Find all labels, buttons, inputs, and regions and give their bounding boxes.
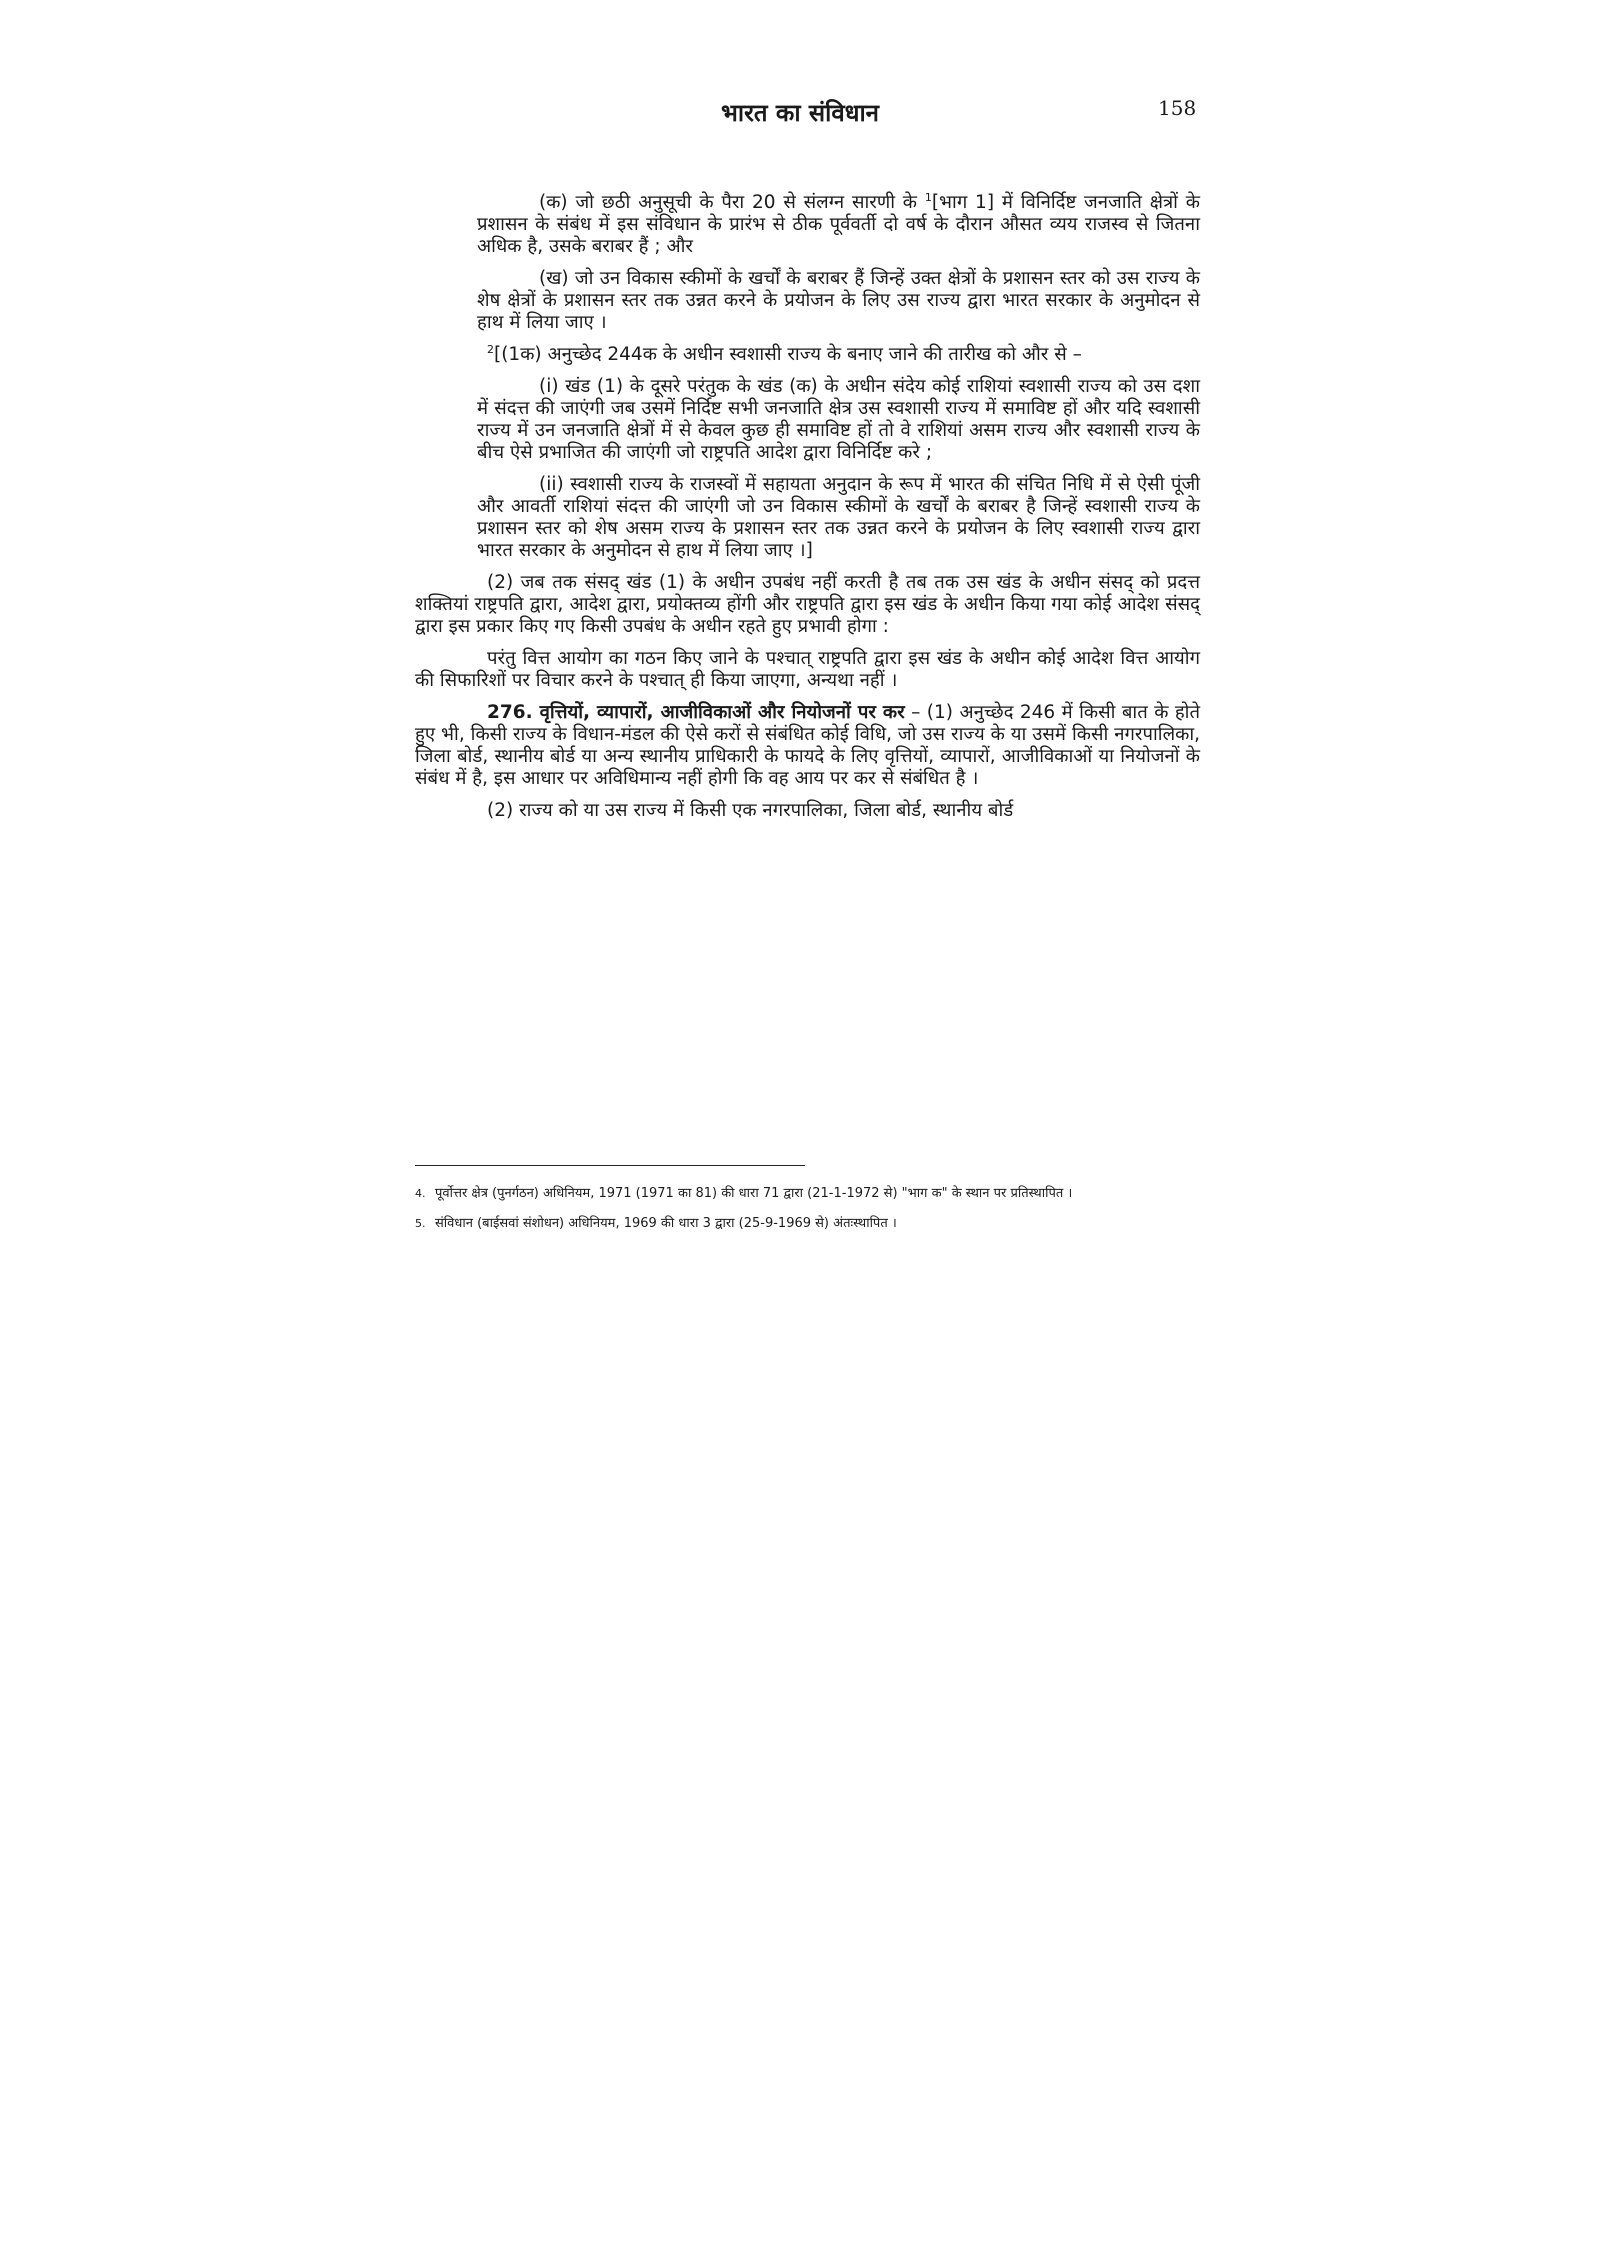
clause-ka-text-rest: [भाग 1] में विनिर्दिष्ट जनजाति क्षेत्रों के प्रशासन के संबंध में इस संविधान के प्रारंभ से ठीक पूर्ववर्ती दो वर्ष के दौरान औसत व्यय राजस्व से जितना अधिक है, उसके बराबर हैं ; और — [477, 192, 1200, 257]
footnote-item — [415, 1183, 1200, 1204]
sub-clause-i: (i) खंड (1) के दूसरे परंतुक के खंड (क) के अधीन संदेय कोई राशियां स्वशासी राज्य को उस दशा में संदत्त की जाएंगी जब उसमें निर्दिष्ट सभी जनजाति क्षेत्र उस स्वशासी राज्य में समाविष्ट हों और यदि स्वशासी राज्य में उन जनजाति क्षेत्रों में से केवल कुछ ही समाविष्ट हों तो वे राशियां असम राज्य और स्वशासी राज्य के बीच ऐसे प्रभाजित की जाएंगी जो राष्ट्रपति आदेश द्वारा विनिर्दिष्ट करे ; — [477, 376, 1200, 463]
clause-ka-text: (क) जो छठी अनुसूची के पैरा 20 से संलग्न सारणी के — [539, 192, 925, 213]
footnotes — [415, 1183, 1200, 1243]
proviso: परंतु वित्त आयोग का गठन किए जाने के पश्चात् राष्ट्रपति द्वारा इस खंड के अधीन कोई आदेश वित्त आयोग की सिफारिशों पर विचार करने के पश्चात् ही किया जाएगा, अन्यथा नहीं । — [415, 648, 1200, 691]
footnote-divider — [415, 1165, 805, 1166]
footnote-text: पूर्वोत्तर क्षेत्र (पुनर्गठन) अधिनियम, 1971 (1971 का 81) की धारा 71 द्वारा (21-1-1972 से) "भाग क" के स्थान पर प्रतिस्थापित । — [435, 1186, 1073, 1201]
clause-2: (2) जब तक संसद् खंड (1) के अधीन उपबंध नहीं करती है तब तक उस खंड के अधीन संसद् को प्रदत्त शक्तियां राष्ट्रपति द्वारा, आदेश द्वारा, प्रयोक्तव्य होंगी और राष्ट्रपति द्वारा इस खंड के अधीन किया गया कोई आदेश संसद् द्वारा इस प्रकार किए गए किसी उपबंध के अधीन रहते हुए प्रभावी होगा : — [415, 572, 1200, 637]
clause-1ka-text: [(1क) अनुच्छेद 244क के अधीन स्वशासी राज्य के बनाए जाने की तारीख को और से – — [494, 344, 1082, 365]
body-text — [415, 192, 1200, 832]
clause-kha: (ख) जो उन विकास स्कीमों के खर्चों के बराबर हैं जिन्हें उक्त क्षेत्रों के प्रशासन स्तर को उस राज्य के शेष क्षेत्रों के प्रशासन स्तर तक उन्नत करने के प्रयोजन के लिए उस राज्य द्वारा भारत सरकार के अनुमोदन से हाथ में लिया जाए । — [477, 268, 1200, 333]
sub-clause-ii: (ii) स्वशासी राज्य के राजस्वों में सहायता अनुदान के रूप में भारत की संचित निधि में से ऐसी पूंजी और आवर्ती राशियां संदत्त की जाएंगी जो उन विकास स्कीमों के खर्चों के बराबर है जिन्हें स्वशासी राज्य के प्रशासन स्तर को शेष असम राज्य के प्रशासन स्तर तक उन्नत करने के प्रयोजन के लिए स्वशासी राज्य द्वारा भारत सरकार के अनुमोदन से हाथ में लिया जाए ।] — [477, 474, 1200, 561]
footnote-text: संविधान (बाईसवां संशोधन) अधिनियम, 1969 की धारा 3 द्वारा (25-9-1969 से) अंतःस्थापित । — [435, 1216, 897, 1231]
footnote-number: 4. — [415, 1187, 426, 1200]
page-number: 158 — [1158, 96, 1197, 120]
running-title: भारत का संविधान — [720, 99, 880, 127]
article-276-clause-2: (2) राज्य को या उस राज्य में किसी एक नगरपालिका, जिला बोर्ड, स्थानीय बोर्ड — [487, 800, 1014, 821]
footnote-ref-1: 1 — [924, 190, 932, 204]
footnote-ref-2: 2 — [487, 342, 494, 356]
footnote-item — [415, 1213, 1200, 1234]
page-header — [0, 96, 1600, 136]
article-276-heading: 276. वृत्तियों, व्यापारों, आजीविकाओं और नियोजनों पर कर — [487, 702, 905, 723]
clause-ka — [415, 192, 1200, 258]
article-276-text: – (1) अनुच्छेद 246 में किसी बात के होते हुए भी, किसी राज्य के विधान-मंडल की ऐसे करों से संबंधित कोई विधि, जो उस राज्य के या उसमें किसी नगरपालिका, जिला बोर्ड, स्थानीय बोर्ड या अन्य स्थानीय प्राधिकारी के फायदे के लिए वृत्तियों, व्यापारों, आजीविकाओं या नियोजनों के संबंध में है, इस आधार पर अविधिमान्य नहीं होगी कि वह आय पर कर से संबंधित है । — [415, 702, 1201, 789]
clause-1ka — [415, 344, 1200, 366]
article-276 — [415, 702, 1200, 790]
footnote-number: 5. — [415, 1217, 426, 1230]
